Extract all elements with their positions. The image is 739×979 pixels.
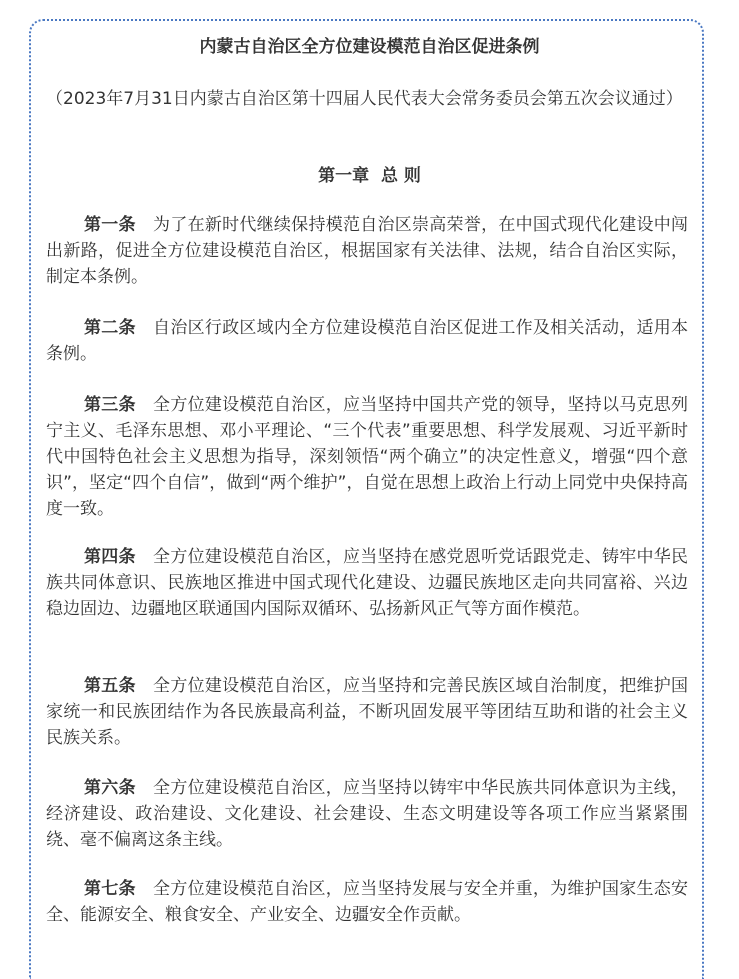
adoption-note: （2023年7月31日内蒙古自治区第十四届人民代表大会常务委员会第五次会议通过）: [46, 89, 683, 109]
article-number: 第一条: [84, 215, 136, 235]
chapter-heading: 第一章 总 则: [318, 166, 421, 186]
article-6: [46, 775, 688, 853]
article-text: 全方位建设模范自治区，应当坚持和完善民族区域自治制度，把维护国家统一和民族团结作为各民族最高利益，不断巩固发展平等团结互助和谐的社会主义民族关系。: [46, 676, 689, 748]
article-text: 全方位建设模范自治区，应当坚持发展与安全并重，为维护国家生态安全、能源安全、粮食安全、产业安全、边疆安全作贡献。: [46, 879, 689, 925]
article-3: [46, 392, 688, 522]
article-5: [46, 673, 688, 751]
article-7: [46, 876, 688, 928]
article-text: 全方位建设模范自治区，应当坚持在感党恩听党话跟党走、铸牢中华民族共同体意识、民族地区推进中国式现代化建设、边疆民族地区走向共同富裕、兴边稳边固边、边疆地区联通国内国际双循环、弘扬新风正气等方面作模范。: [46, 547, 689, 619]
article-text: 全方位建设模范自治区，应当坚持以铸牢中华民族共同体意识为主线，经济建设、政治建设、文化建设、社会建设、生态文明建设等各项工作应当紧紧围绕、毫不偏离这条主线。: [46, 778, 689, 850]
article-number: 第五条: [84, 676, 136, 696]
article-number: 第三条: [84, 395, 136, 415]
article-1: [46, 212, 688, 290]
article-4: [46, 544, 688, 622]
article-text: 自治区行政区域内全方位建设模范自治区促进工作及相关活动，适用本条例。: [46, 318, 689, 364]
document-title: 内蒙古自治区全方位建设模范自治区促进条例: [199, 37, 540, 57]
article-text: 全方位建设模范自治区，应当坚持中国共产党的领导，坚持以马克思列宁主义、毛泽东思想、邓小平理论、“三个代表”重要思想、科学发展观、习近平新时代中国特色社会主义思想为指导，深刻领悟“两个确立”的决定性意义，增强“四个意识”，坚定“四个自信”，做到“两个维护”，自觉在思想上政治上行动上同党中央保持高度一致。: [46, 395, 689, 519]
article-2: [46, 315, 688, 367]
article-number: 第二条: [84, 318, 136, 338]
article-number: 第四条: [84, 547, 136, 567]
article-text: 为了在新时代继续保持模范自治区崇高荣誉，在中国式现代化建设中闯出新路，促进全方位建设模范自治区，根据国家有关法律、法规，结合自治区实际，制定本条例。: [46, 215, 689, 287]
article-number: 第七条: [84, 879, 136, 899]
article-number: 第六条: [84, 778, 136, 798]
